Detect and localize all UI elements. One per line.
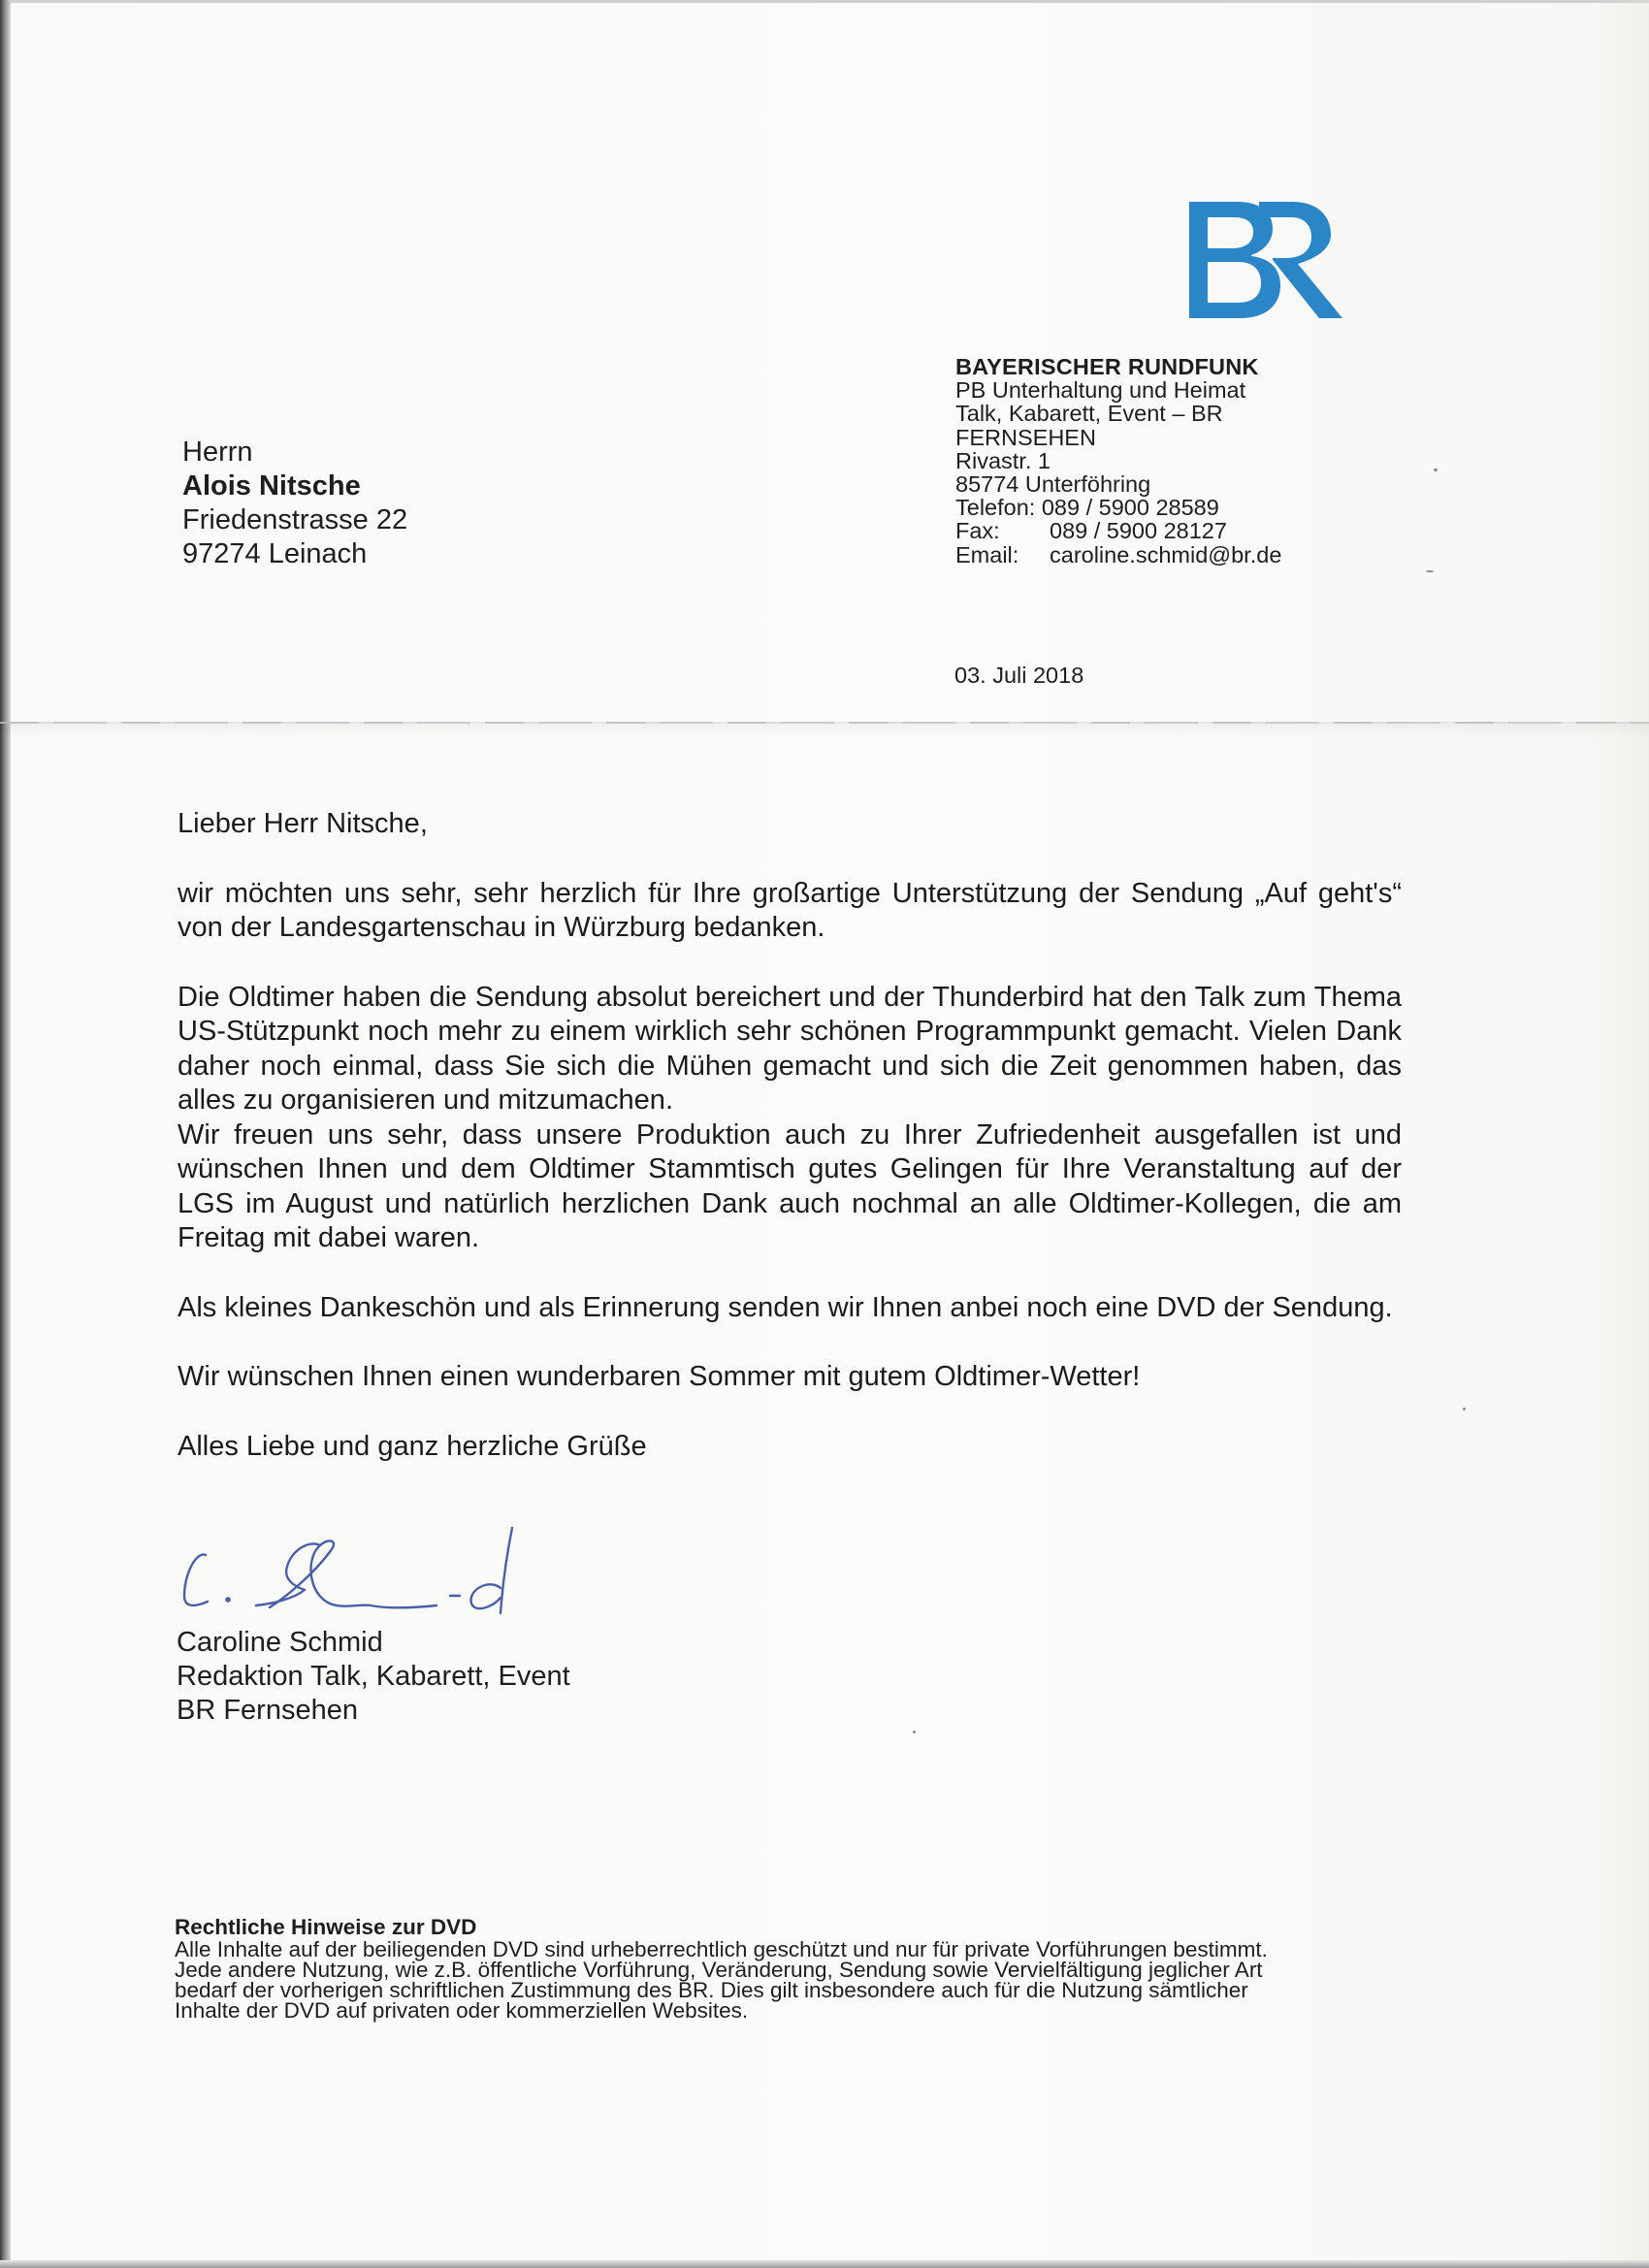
letter-paragraph: Wir wünschen Ihnen einen wunderbaren Sommer mit gutem Oldtimer-Wetter! [178,1361,1141,1392]
scan-speck [1463,1408,1466,1410]
letter-body [178,807,1402,1464]
fax-value: 089 / 5900 28127 [1050,518,1227,544]
legal-notice-line: Inhalte der DVD auf privaten oder kommerziellen Websites. [175,1998,749,2023]
sender-email-row [955,543,1281,567]
letter-paragraph: Als kleines Dankeschön und als Erinnerung senden wir Ihnen anbei noch eine DVD der Sendung. [178,1291,1393,1323]
recipient-name: Alois Nitsche [182,470,361,502]
sender-street: Rivastr. 1 [955,447,1051,473]
letter-paragraph: Die Oldtimer haben die Sendung absolut bereichert und der Thunderbird hat den Talk zum Thema US-Stützpunkt noch mehr zu einem wirklich sehr schönen Programmpunkt gemacht. Vielen Dank daher noch einmal, dass Sie sich die Mühen gemacht und sich die Zeit genommen haben, das alles zu organisieren und mitzumachen. [178,981,1402,1116]
recipient-address-block [182,436,407,571]
scan-speck [1426,570,1434,572]
scan-speck [1434,469,1438,471]
scan-bottom-edge [0,2260,1649,2268]
legal-notice-title: Rechtliche Hinweise zur DVD [175,1915,477,1939]
legal-notice [175,1917,1426,2021]
scan-right-edge [1591,0,1649,2268]
recipient-salutation: Herrn [182,437,253,468]
letter-paragraph: Wir freuen uns sehr, dass unsere Produktion auch zu Ihrer Zufriedenheit ausgefallen ist und wünschen Ihnen und dem Oldtimer Stammtisch gutes Gelingen für Ihre Veranstaltung auf der LGS im August und natürlich herzlichen Dank auch nochmal an alle Oldtimer-Kollegen, die am Freitag mit dabei waren. [178,1118,1402,1253]
legal-notice-line: Alle Inhalte auf der beiliegenden DVD sind urheberrechtlich geschützt und nur für private Vorführungen bestimmt. [175,1937,1268,1961]
email-label: Email: [955,541,1019,567]
sender-phone-row [955,496,1281,519]
recipient-city: 97274 Leinach [182,538,368,569]
recipient-street: Friedenstrasse 22 [182,504,408,535]
sender-unit-line1: Talk, Kabarett, Event – BR [955,401,1223,427]
scan-speck [913,1731,916,1733]
paper-fold-shadow [0,724,1649,737]
sender-address-block [955,355,1281,567]
letter-paragraph: wir möchten uns sehr, sehr herzlich für Ihre großartige Unterstützung der Sendung „Auf geht's“ von der Landesgartenschau in Würzburg bedanken. [178,877,1402,943]
scan-top-edge [0,0,1649,3]
letter-greeting: Lieber Herr Nitsche, [178,808,428,839]
sender-organization: BAYERISCHER RUNDFUNK [955,354,1259,379]
signer-title: Redaktion Talk, Kabarett, Event [177,1661,570,1692]
sender-department: PB Unterhaltung und Heimat [955,377,1246,404]
sender-city: 85774 Unterföhring [955,471,1151,498]
email-value: caroline.schmid@br.de [1050,541,1282,567]
legal-notice-line: bedarf der vorherigen schriftlichen Zustimmung des BR. Dies gilt insbesondere auch für die Nutzung sämtlicher [175,1978,1248,2002]
signature-block [177,1626,570,1728]
signer-unit: BR Fernsehen [177,1695,358,1726]
phone-label: Telefon: [955,495,1036,521]
fax-label: Fax: [955,518,1000,544]
legal-notice-line: Jede andere Nutzung, wie z.B. öffentliche Vorführung, Veränderung, Sendung sowie Vervielfältigung jeglicher Art [175,1958,1263,1982]
sender-unit-line2: FERNSEHEN [955,424,1096,450]
letter-date: 03. Juli 2018 [954,663,1084,688]
signer-name: Caroline Schmid [177,1627,383,1658]
letter-closing: Alles Liebe und ganz herzliche Grüße [178,1430,647,1462]
handwritten-signature-icon [177,1518,526,1625]
br-logo-icon [1189,200,1344,326]
sender-fax-row [955,519,1281,542]
scan-left-edge [0,0,11,2268]
phone-value: 089 / 5900 28589 [1041,495,1219,521]
